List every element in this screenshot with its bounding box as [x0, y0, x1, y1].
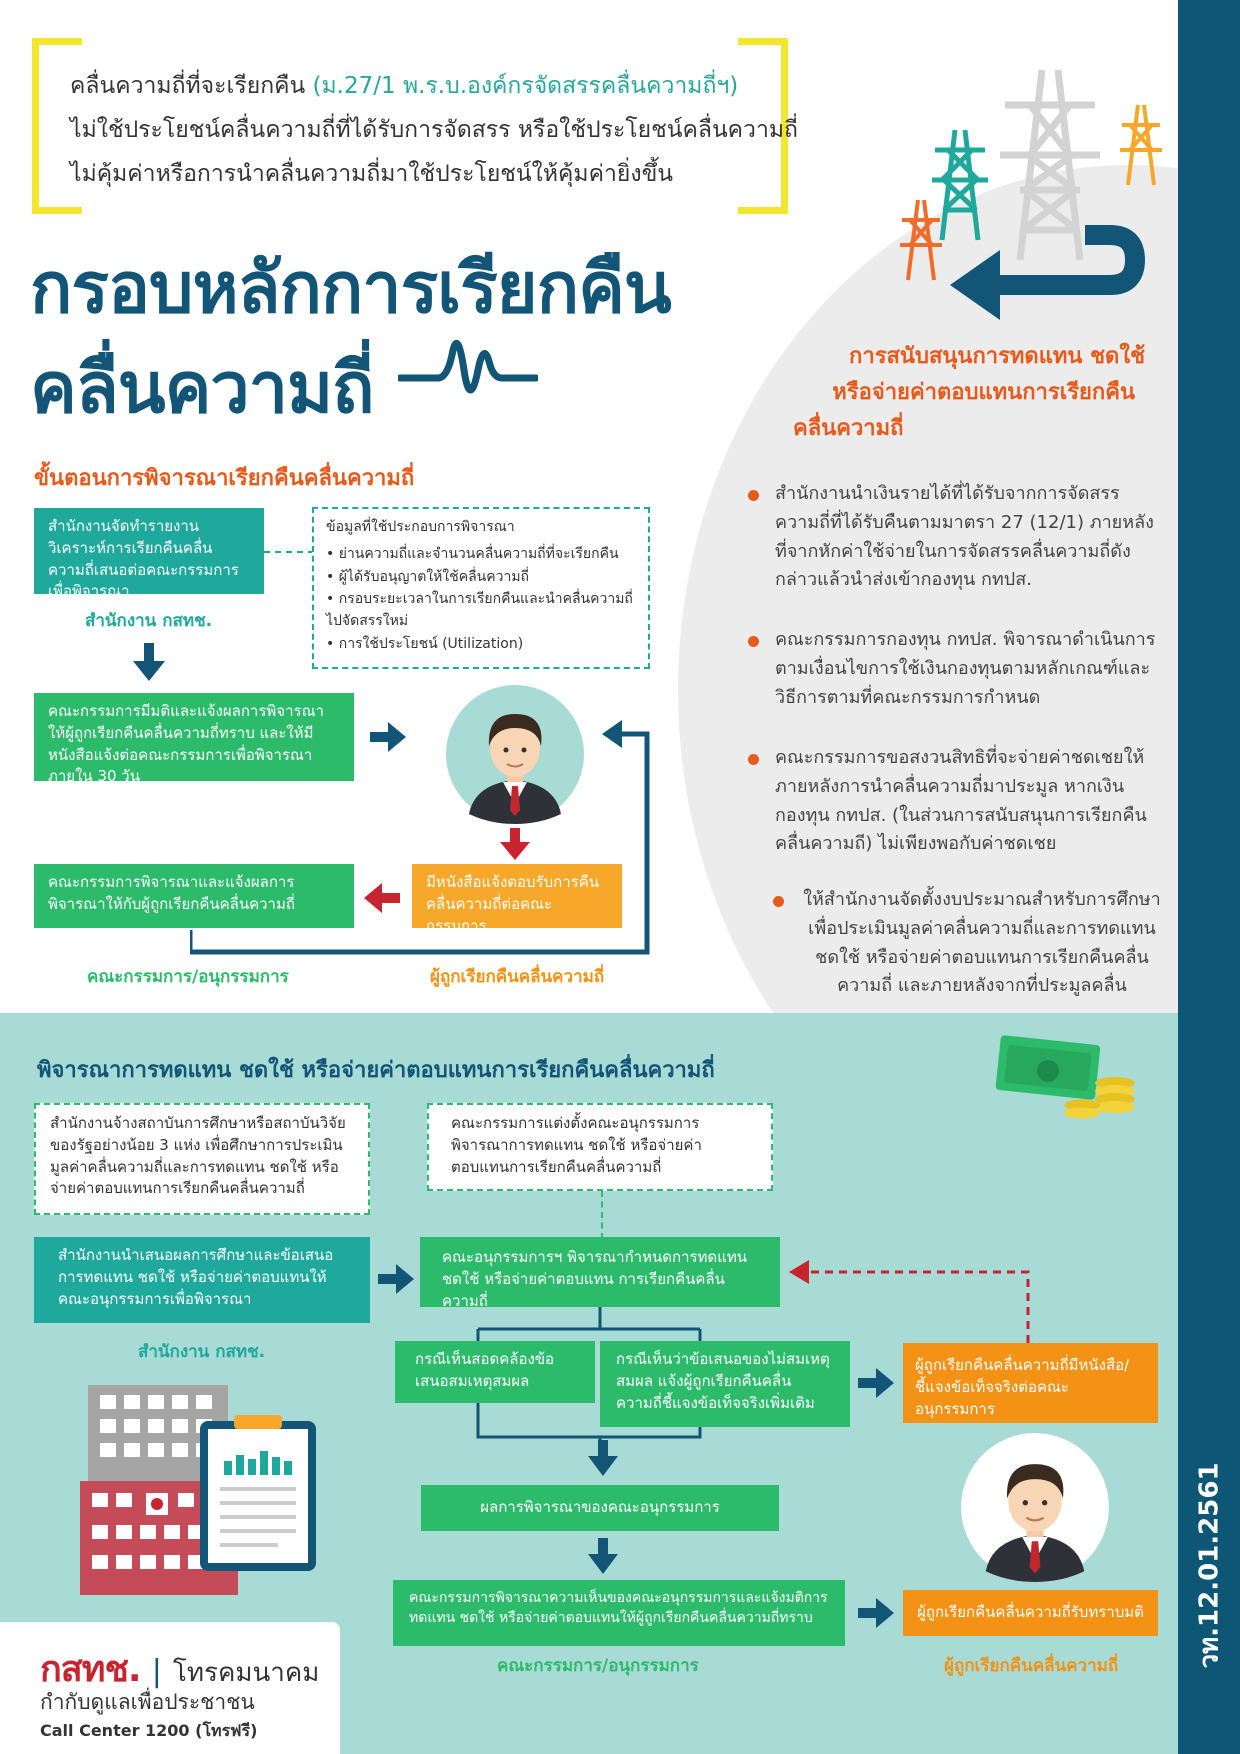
info-item: • การใช้ประโยชน์ (Utilization): [326, 633, 636, 655]
logo-nbtc: กสทช.: [40, 1649, 141, 1690]
header-line-1: [70, 68, 770, 104]
logo-divider: |: [151, 1654, 162, 1689]
support-heading-2: หรือจ่ายค่าตอบแทนการเรียกคืน: [832, 380, 1135, 405]
box-holder-reply: มีหนังสือแจ้งตอบรับการคืนคลื่นความถี่ต่อคณะกรรมการ: [412, 864, 622, 928]
label-holder-2: ผู้ถูกเรียกคืนคลื่นความถี่: [944, 1656, 1119, 1676]
support-heading-1: การสนับสนุนการทดแทน ชดใช้: [849, 344, 1145, 369]
money-icon: [990, 1035, 1140, 1125]
info-box: [312, 507, 650, 669]
info-list: [326, 543, 636, 655]
support-bullet-2: คณะกรรมการกองทุน กทปส. พิจารณาดำเนินการตามเงื่อนไขการใช้เงินกองทุนตามหลักเกณฑ์และวิธีการตามที่คณะกรรมการกำหนด: [775, 629, 1156, 708]
info-title: ข้อมูลที่ใช้ประกอบการพิจารณา: [326, 519, 515, 535]
label-committee: คณะกรรมการ/อนุกรรมการ: [87, 967, 289, 987]
arrow-right-icon: [858, 1368, 894, 1398]
header-line-2: ไม่ใช้ประโยชน์คลื่นความถี่ที่ได้รับการจัดสรร หรือใช้ประโยชน์คลื่นความถี่: [70, 117, 798, 143]
box-subcommittee-result: ผลการพิจารณาของคณะอนุกรรมการ: [421, 1485, 779, 1531]
building-report-illustration: [78, 1385, 328, 1595]
info-item: • ผู้ได้รับอนุญาตให้ใช้คลื่นความถี่: [326, 566, 636, 588]
header-line-1-text: คลื่นความถี่ที่จะเรียกคืน: [70, 73, 306, 99]
box-appoint-subcommittee: คณะกรรมการแต่งตั้งคณะอนุกรรมการพิจารณาการทดแทน ชดใช้ หรือจ่ายค่าตอบแทนการเรียกคืนคลื่นความถี่: [427, 1103, 773, 1191]
box-case-disagree: กรณีเห็นว่าข้อเสนอของไม่สมเหตุสมผล แจ้งผู้ถูกเรียกคืนคลื่นความถี่ชี้แจงข้อเท็จจริงเพิ่มเติม: [600, 1341, 850, 1427]
box-hire-institutes: สำนักงานจ้างสถาบันการศึกษาหรือสถาบันวิจัยของรัฐอย่างน้อย 3 แห่ง เพื่อศึกษาการประเมินมูลค่าคลื่นความถี่และการทดแทน ชดใช้ หรือจ่ายค่าตอบแทนการเรียกคืนคลื่นความถี่: [34, 1103, 370, 1215]
box-case-agree: กรณีเห็นสอดคล้องข้อเสนอสมเหตุสมผล: [395, 1341, 595, 1403]
arrow-right-icon: [858, 1598, 894, 1628]
support-bullet-3: คณะกรรมการขอสงวนสิทธิที่จะจ่ายค่าชดเชยให้ภายหลังการนำคลื่นความถี่มาประมูล หากเงินกองทุน กทปส. (ในส่วนการสนับสนุนการเรียกคืนคลื่นความถี) ไม่เพียงพอกับค่าชดเชย: [775, 747, 1147, 855]
support-heading-3: คลื่นความถี่: [793, 416, 904, 441]
header-law-ref: (ม.27/1 พ.ร.บ.องค์กรจัดสรรคลื่นความถี่ฯ): [312, 73, 739, 99]
label-office-2: สำนักงาน กสทช.: [138, 1342, 266, 1362]
arrow-left-red-icon: [364, 883, 400, 913]
arrow-down-icon: [588, 1440, 618, 1476]
bullet-dot: [748, 754, 759, 765]
label-office: สำนักงาน กสทช.: [85, 611, 213, 631]
footer-call-center: Call Center 1200 (โทรฟรี): [40, 1721, 258, 1740]
box-office-report: สำนักงานจัดทำรายงานวิเคราะห์การเรียกคืนคลื่นความถี่เสนอต่อคณะกรรมการเพื่อพิจารณา: [34, 508, 264, 594]
dashed-connector: [601, 1191, 603, 1239]
page-title-line-2: คลื่นความถี่: [30, 347, 374, 429]
header-line-3: ไม่คุ้มค่าหรือการนำคลื่นความถี่มาใช้ประโยชน์ให้คุ้มค่ายิ่งขึ้น: [70, 161, 674, 187]
support-bullet-1: สำนักงานนำเงินรายได้ที่ได้รับจากการจัดสรรความถี่ที่ได้รับคืนตามมาตรา 27 (12/1) ภายหลังที่จากหักค่าใช้จ่ายในการจัดสรรคลื่นความถี่ดังกล่าวแล้วนำส่งเข้ากองทุน กทปส.: [775, 483, 1154, 591]
page-title-line-1: กรอบหลักการเรียกคืน: [30, 247, 671, 329]
document-code: วท.12.01.2561: [1194, 1461, 1225, 1669]
box-committee-consider: คณะกรรมการพิจารณาและแจ้งผลการพิจารณาให้กับผู้ถูกเรียกคืนคลื่นความถี่: [34, 864, 354, 928]
label-holder: ผู้ถูกเรียกคืนคลื่นความถี่: [430, 967, 605, 987]
arrow-down-icon: [133, 643, 165, 681]
box-subcommittee-decide: คณะอนุกรรมการฯ พิจารณากำหนดการทดแทน ชดใช้ หรือจ่ายค่าตอบแทน การเรียกคืนคลื่นความถี่: [420, 1237, 780, 1307]
info-item: • กรอบระยะเวลาในการเรียกคืนและนำคลื่นความถี่ไปจัดสรรใหม่: [326, 588, 636, 633]
section2-heading: พิจารณาการทดแทน ชดใช้ หรือจ่ายค่าตอบแทนการเรียกคืนคลื่นความถี่: [37, 1058, 715, 1083]
arrow-right-icon: [378, 1264, 414, 1294]
box-holder-explain: ผู้ถูกเรียกคืนคลื่นความถี่มีหนังสือ/ชี้แจงข้อเท็จจริงต่อคณะอนุกรรมการ: [903, 1343, 1158, 1423]
wave-icon: [398, 330, 538, 410]
box-office-present: สำนักงานนำเสนอผลการศึกษาและข้อเสนอการทดแทน ชดใช้ หรือจ่ายค่าตอบแทนให้คณะอนุกรรมการเพื่อพิจารณา: [34, 1237, 370, 1323]
arrow-down-icon: [588, 1538, 618, 1574]
label-committee-2: คณะกรรมการ/อนุกรรมการ: [497, 1656, 699, 1676]
box-holder-ack: ผู้ถูกเรียกคืนคลื่นความถี่รับทราบมติ: [903, 1590, 1158, 1636]
support-bullet-4: ให้สำนักงานจัดตั้งงบประมาณสำหรับการศึกษาเพื่อประเมินมูลค่าคลื่นความถี่และการทดแทน ชดใช้ หรือจ่ายค่าตอบแทนการเรียกคืนคลื่นความถี่ และภายหลังจากที่ประมูลคลื่น: [803, 889, 1161, 997]
bullet-dot: [748, 490, 759, 501]
info-item: • ย่านความถี่และจำนวนคลื่นความถี่ที่จะเรียกคืน: [326, 543, 636, 565]
box-committee-final: คณะกรรมการพิจารณาความเห็นของคณะอนุกรรมการและแจ้งมติการทดแทน ชดใช้ หรือจ่ายค่าตอบแทนให้ผู้ถูกเรียกคืนคลื่นความถี่ทราบ: [393, 1580, 845, 1646]
logo-telecom: โทรคมนาคม: [172, 1658, 320, 1688]
footer-tagline: กำกับดูแลเพื่อประชาชน: [40, 1690, 255, 1714]
box-committee-resolve: คณะกรรมการมีมติและแจ้งผลการพิจารณาให้ผู้ถูกเรียกคืนคลื่นความถี่ทราบ และให้มีหนังสือแจ้งต่อคณะกรรมการเพื่อพิจารณาภายใน 30 วัน: [34, 693, 354, 781]
bullet-dot: [773, 896, 784, 907]
person-avatar: [960, 1432, 1110, 1582]
transmission-towers-illustration: [870, 60, 1170, 330]
bullet-dot: [748, 636, 759, 647]
feedback-arrow: [785, 1255, 1045, 1345]
dashed-connector: [264, 551, 314, 553]
section1-heading: ขั้นตอนการพิจารณาเรียกคืนคลื่นความถี่: [34, 466, 415, 491]
